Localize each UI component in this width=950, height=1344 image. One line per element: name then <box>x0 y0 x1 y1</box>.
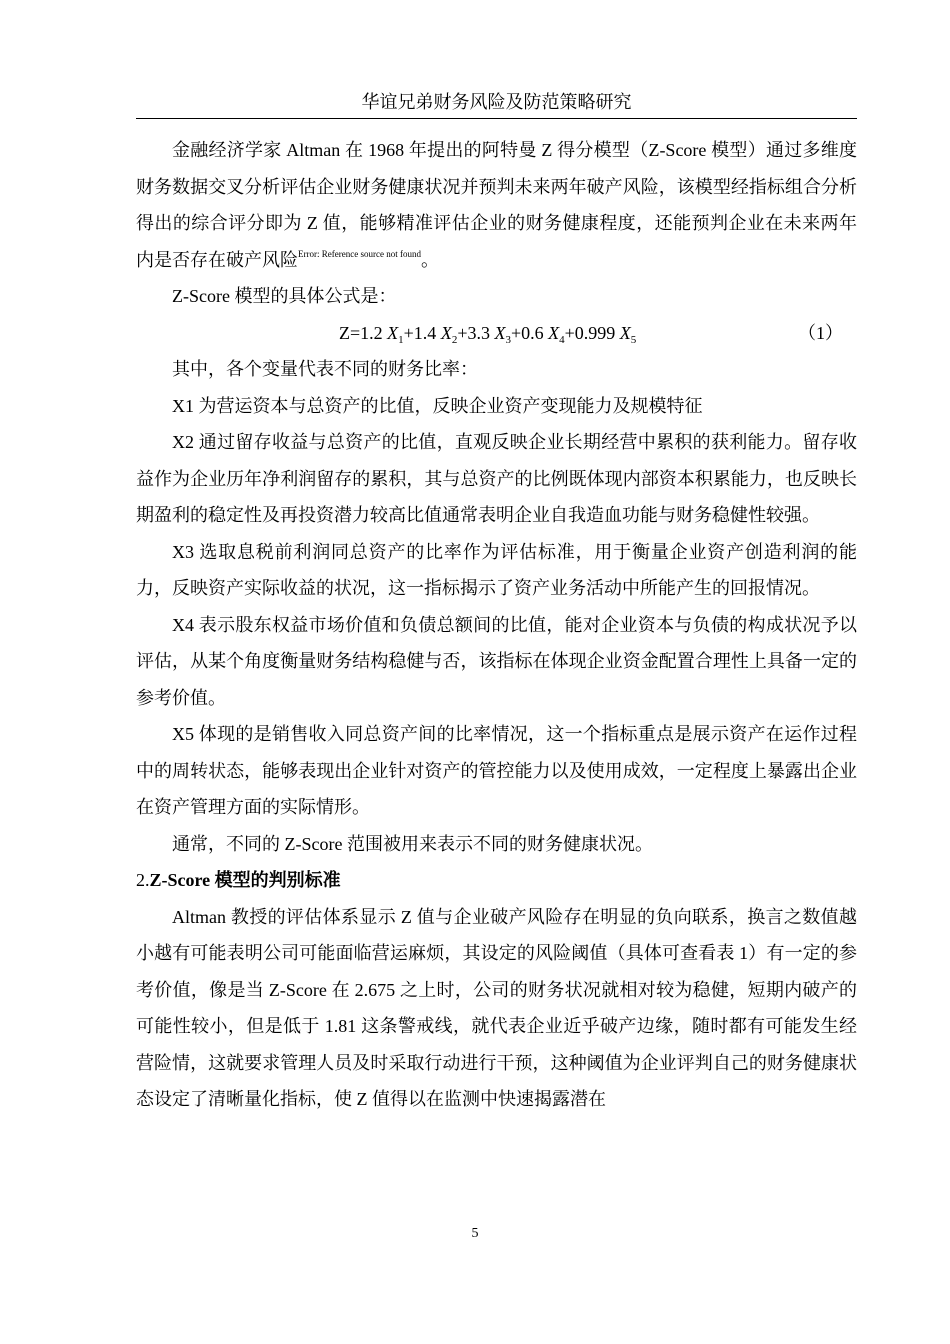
page-number: 5 <box>471 1226 479 1241</box>
paragraph-x3: X3 选取息税前利润同总资产的比率作为评估标准，用于衡量企业资产创造利润的能力，反映资产实际收益的状况，这一指标揭示了资产业务活动中所能产生的回报情况。 <box>136 541 857 598</box>
paragraph-criteria: Altman 教授的评估体系显示 Z 值与企业破产风险存在明显的负向联系，换言之数值越小越有可能表明公司可能面临营运麻烦，其设定的风险阈值（具体可查看表 1）有一定的参考价值，像是当 Z-Score 在 2.675 之上时，公司的财务状况就相对较为稳健，短期内破产的可能性较小，但是低于 1.81 这条警戒线，就代表企业近乎破产边缘，随时都有可能发生经营险情，这就要求管理人员及时采取行动进行干预，这种阈值为企业评判自己的财务健康状态设定了清晰量化指标，使 Z 值得以在监测中快速揭露潜在 <box>136 906 857 1109</box>
running-header-title: 华谊兄弟财务风险及防范策略研究 <box>361 92 632 112</box>
paragraph-x2: X2 通过留存收益与总资产的比值，直观反映企业长期经营中累积的获利能力。留存收益作为企业历年净利润留存的累积，其与总资产的比例既体现内部资本积累能力，也反映长期盈利的稳定性及再投资潜力较高比值通常表明企业自我造血功能与财务稳健性较强。 <box>136 432 857 525</box>
section-title: Z-Score 模型的判别标准 <box>149 870 341 890</box>
section-number: 2. <box>136 870 150 890</box>
paragraph-x5: X5 体现的是销售收入同总资产间的比率情况，这一个指标重点是展示资产在运作过程中的周转状态，能够表现出企业针对资产的管控能力以及使用成效，一定程度上暴露出企业在资产管理方面的实际情形。 <box>136 724 857 817</box>
paragraph-x4: X4 表示股东权益市场价值和负债总额间的比值，能对企业资本与负债的构成状况予以评估，从某个角度衡量财务结构稳健与否，该指标在体现企业资金配置合理性上具备一定的参考价值。 <box>136 614 857 708</box>
formula-line <box>136 315 857 352</box>
paragraph-formula-intro: Z-Score 模型的具体公式是： <box>172 286 397 306</box>
paragraph-variables-intro: 其中，各个变量代表不同的财务比率： <box>172 359 478 379</box>
reference-error: Error: Reference source not found <box>298 248 421 259</box>
paragraph-ranges: 通常，不同的 Z-Score 范围被用来表示不同的财务健康状况。 <box>172 833 653 854</box>
z-score-formula: Z=1.2 $X_1+1.4$ $X_2+3.3$ $X_3+0.6$ $X_4+0.999$ $X_5$ <box>339 322 637 346</box>
paragraph-x1: X1 为营运资本与总资产的比值，反映企业资产变现能力及规模特征 <box>172 395 703 416</box>
section-heading <box>136 862 857 899</box>
paragraph-altman-intro <box>136 132 857 278</box>
paragraph-end: 。 <box>420 249 439 270</box>
header-rule <box>136 118 857 119</box>
body-text <box>136 132 857 1118</box>
paragraph-text: 金融经济学家 Altman 在 1968 年提出的阿特曼 Z 得分模型（Z-Score 模型）通过多维度财务数据交叉分析评估企业财务健康状况并预判未来两年破产风险，该模型经指标组合分析得出的综合评分即为 Z 值，能够精准评估企业的财务健康程度，还能预判企业在未来两年内是否存在破产风险 <box>136 140 857 270</box>
equation-number: （1） <box>798 322 843 343</box>
